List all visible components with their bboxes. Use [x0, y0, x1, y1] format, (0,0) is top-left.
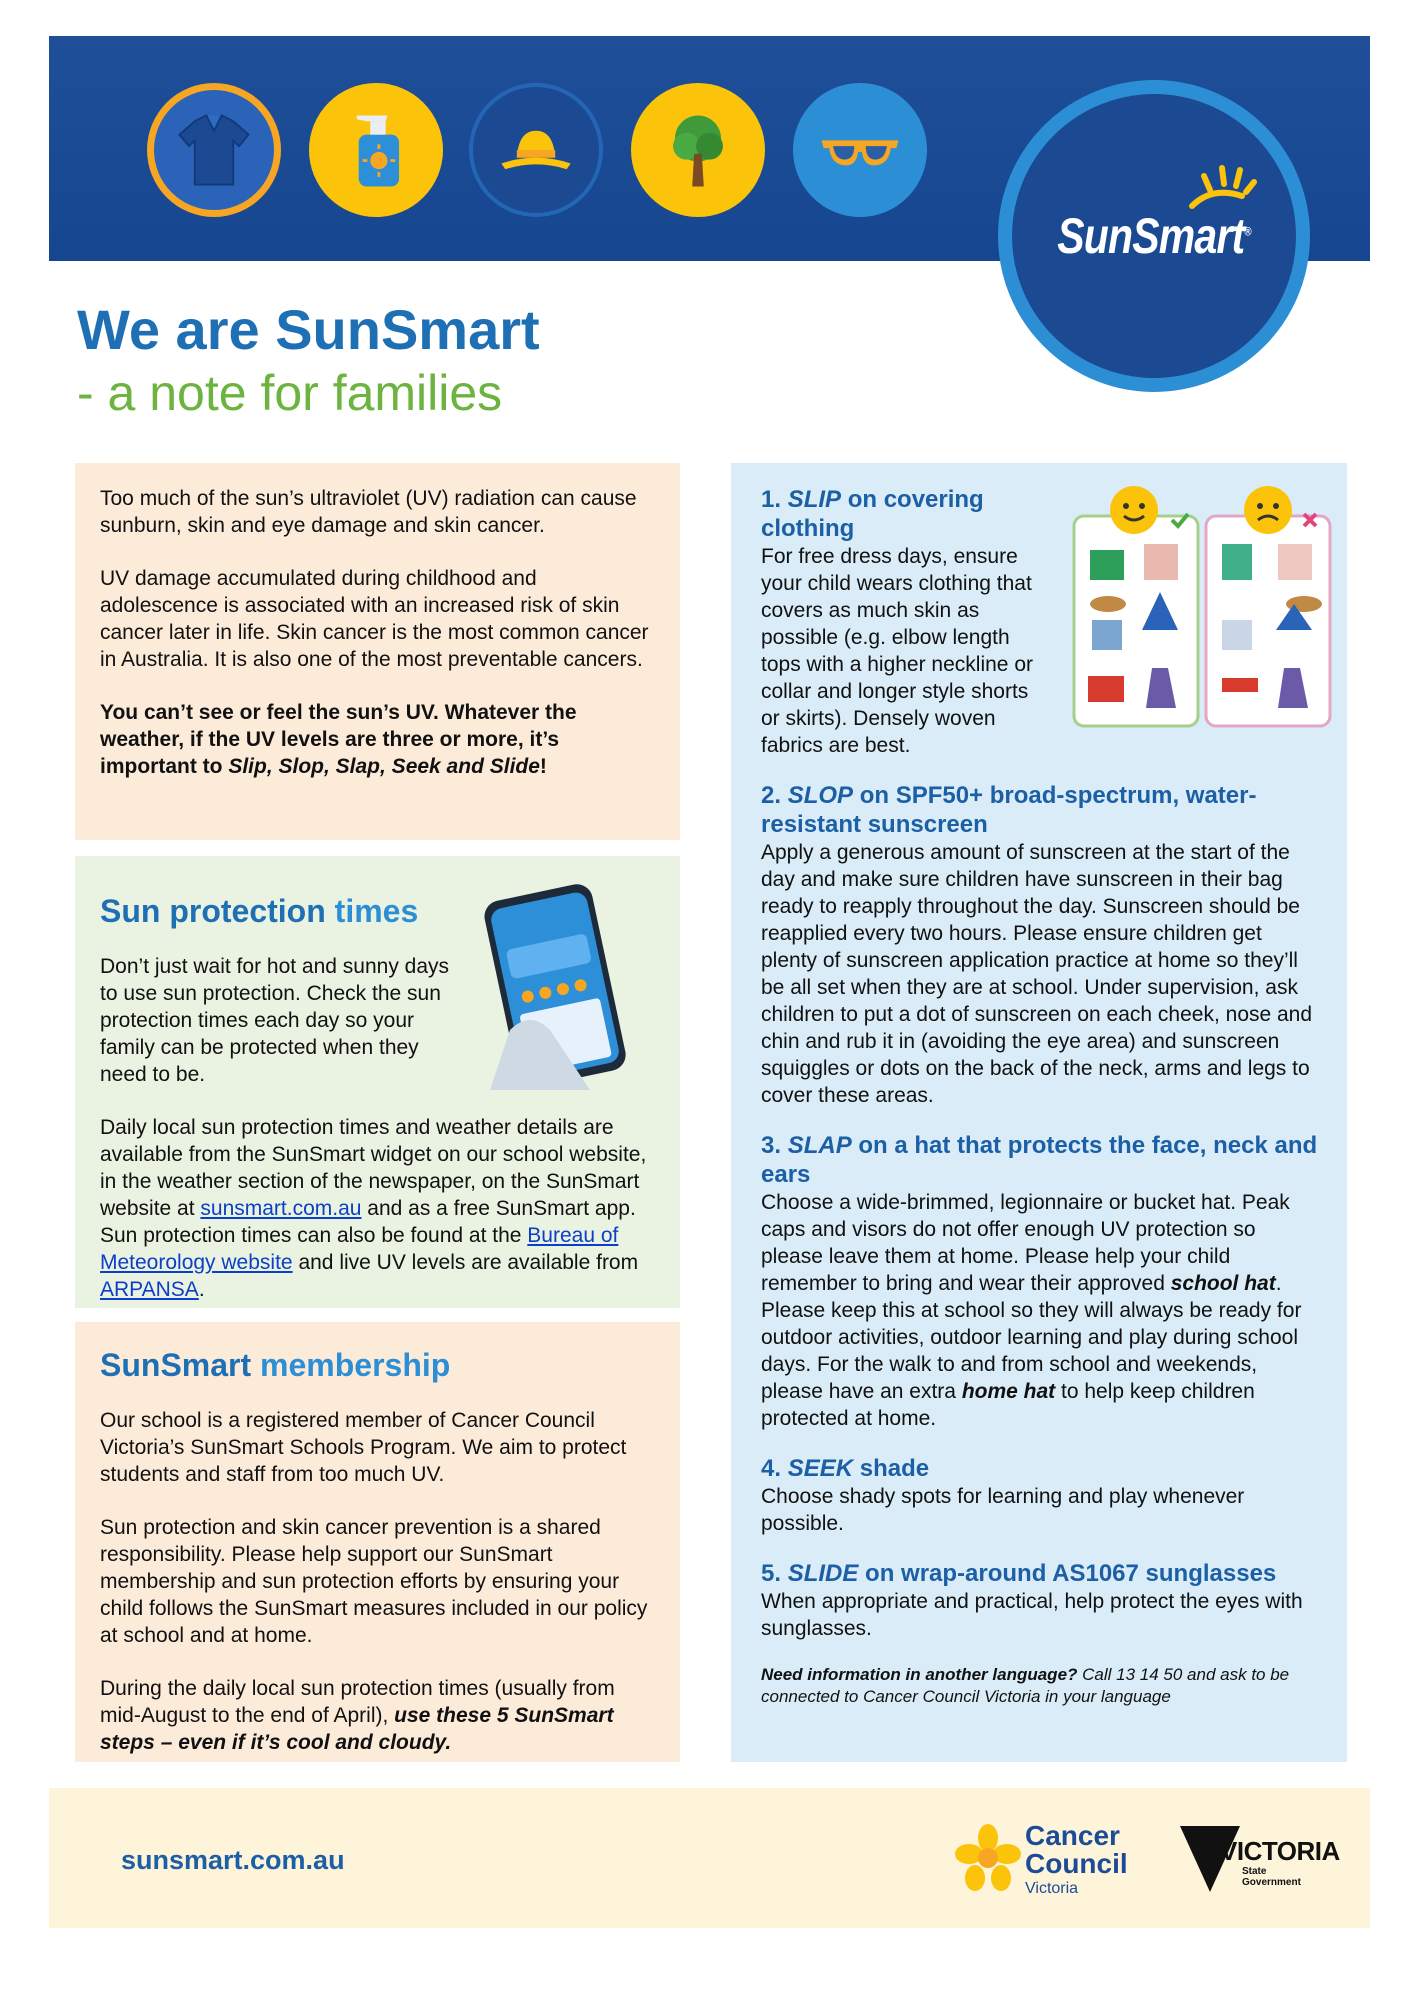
intro-paragraph-1: Too much of the sun’s ultraviolet (UV) radiation can cause sunburn, skin and eye damage and skin cancer. — [100, 487, 637, 537]
sunscreen-icon — [309, 83, 443, 217]
bom-link[interactable]: Bureau of Meteorology website — [100, 1224, 619, 1275]
cancer-council-victoria: Victoria — [1025, 1880, 1079, 1897]
sad-sun-icon — [1244, 486, 1292, 534]
daffodil-icon — [955, 1824, 1021, 1894]
step-seek-heading: 4. SEEK shade — [761, 1455, 930, 1482]
step-slop-heading: 2. SLOP on SPF50+ broad-spectrum, water-resistant sunscreen — [761, 782, 1257, 838]
victoria-government-logo — [1180, 1818, 1340, 1898]
membership-heading: SunSmart membership — [100, 1347, 451, 1383]
step-slop — [761, 781, 1321, 1109]
sunsmart-logo — [998, 80, 1310, 392]
victoria-wordmark: VICTORIA — [1220, 1836, 1340, 1866]
clothing-illustration — [1072, 480, 1334, 730]
step-slip — [761, 485, 1051, 759]
step-slap-text: Choose a wide-brimmed, legionnaire or bucket hat. Peak caps and visors do not offer enough UV protection so please leave them at home. Please help your child remember to bring and wear their approved school hat. Please keep this at school so they will always be ready for outdoor activities, outdoor learning and play during school days. For the walk to and from school and weekends, please have an extra home hat to help keep children protected at home. — [761, 1191, 1302, 1430]
footer-website-link[interactable]: sunsmart.com.au — [121, 1845, 345, 1875]
page-title: We are SunSmart — [77, 298, 540, 361]
step-slide-text: When appropriate and practical, help protect the eyes with sunglasses. — [761, 1590, 1303, 1640]
sun-protection-times-heading: Sun protection times — [100, 893, 419, 929]
step-slop-text: Apply a generous amount of sunscreen at the start of the day and make sure children have sunscreen in their bag ready to reapply throughout the day. Sunscreen should be reapplied every two hours. Please ensure children get plenty of sunscreen application practice at home so they’ll be all set when they are at school. Under supervision, ask children to put a dot of sunscreen on each cheek, nose and chin and rub it in (avoiding the eye area) and sunscreen squiggles or dots on the back of the neck, arms and legs to cover these areas. — [761, 841, 1313, 1107]
intro-paragraph-3: You can’t see or feel the sun’s UV. Whatever the weather, if the UV levels are three or more, it’s important to Slip, Slop, Slap, Seek and Slide! — [100, 701, 577, 778]
shirt-icon — [147, 83, 281, 217]
happy-sun-icon — [1110, 486, 1158, 534]
step-slip-text: For free dress days, ensure your child wears clothing that covers as much skin as possible (e.g. elbow length tops with a higher neckline or collar and longer style shorts or skirts). Densely woven fabrics are best. — [761, 545, 1033, 757]
step-seek-text: Choose shady spots for learning and play whenever possible. — [761, 1485, 1245, 1535]
step-slide-heading: 5. SLIDE on wrap-around AS1067 sunglasses — [761, 1560, 1277, 1587]
state-government-label: State Government — [1242, 1866, 1301, 1888]
intro-panel — [75, 463, 680, 840]
phone-app-image — [470, 880, 645, 1090]
logo-wordmark: SunSmart® — [1057, 208, 1251, 264]
cancer-council-logo — [955, 1818, 1135, 1898]
membership-paragraph-3: During the daily local sun protection times (usually from mid-August to the end of April), use these 5 SunSmart steps – even if it’s cool and cloudy. — [100, 1677, 615, 1755]
sunglasses-icon — [793, 83, 927, 217]
page-subtitle: - a note for families — [77, 365, 503, 421]
step-slap-heading: 3. SLAP on a hat that protects the face, neck and ears — [761, 1132, 1318, 1188]
membership-panel — [75, 1322, 680, 1762]
membership-paragraph-2: Sun protection and skin cancer prevention is a shared responsibility. Please help support our SunSmart membership and sun protection efforts by ensuring your child follows the SunSmart measures included in our policy at school and at home. — [100, 1516, 648, 1648]
arpansa-link[interactable]: ARPANSA — [100, 1278, 199, 1302]
times-paragraph-2: Daily local sun protection times and weather details are available from the SunSmart widget on our school website, in the weather section of the newspaper, on the SunSmart website at sunsmart.com.au and as a free SunSmart app. Sun protection times can also be found at the Bureau of Meteorology website and live UV levels are available from ARPANSA. — [100, 1116, 647, 1302]
cancer-council-wordmark: Cancer Council — [1025, 1820, 1128, 1879]
step-slap — [761, 1131, 1321, 1432]
step-slip-heading: 1. SLIP on covering clothing — [761, 486, 984, 542]
tree-icon — [631, 83, 765, 217]
step-seek — [761, 1454, 1321, 1537]
hat-icon — [469, 83, 603, 217]
step-slide — [761, 1559, 1321, 1642]
language-note: Need information in another language? Call 13 14 50 and ask to be connected to Cancer Council Victoria in your language — [761, 1665, 1290, 1706]
intro-paragraph-2: UV damage accumulated during childhood and adolescence is associated with an increased risk of skin cancer later in life. Skin cancer is the most common cancer in Australia. It is also one of the most preventable cancers. — [100, 567, 649, 671]
times-paragraph-1: Don’t just wait for hot and sunny days to use sun protection. Check the sun protection times each day so your family can be protected when they need to be. — [100, 955, 450, 1087]
membership-paragraph-1: Our school is a registered member of Cancer Council Victoria’s SunSmart Schools Program. We aim to protect students and staff from too much UV. — [100, 1409, 627, 1487]
sunsmart-link[interactable]: sunsmart.com.au — [200, 1197, 362, 1221]
